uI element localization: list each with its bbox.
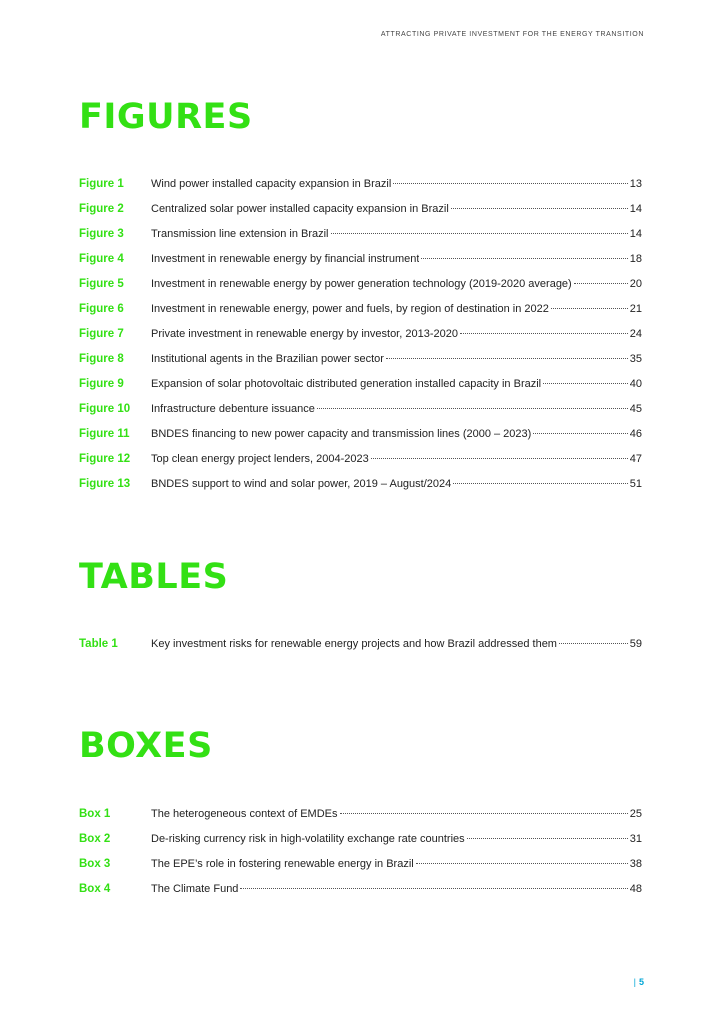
toc-entry-label: Figure 8 [79, 353, 124, 365]
dot-leader [240, 888, 627, 889]
tables-heading: TABLES [79, 557, 229, 597]
toc-entry-title: The heterogeneous context of EMDEs [151, 808, 338, 820]
toc-entry-label: Box 3 [79, 858, 111, 870]
toc-entry-title: Infrastructure debenture issuance [151, 403, 315, 415]
toc-entry-page-number: 51 [629, 478, 642, 490]
toc-entry-label: Figure 5 [79, 278, 124, 290]
toc-entry-page-number: 14 [629, 228, 642, 240]
dot-leader [371, 458, 628, 459]
figures-toc-entry[interactable] [79, 478, 642, 503]
toc-entry-page-number: 35 [629, 353, 642, 365]
toc-entry-title: BNDES financing to new power capacity and transmission lines (2000 – 2023) [151, 428, 532, 440]
dot-leader [451, 208, 628, 209]
page-number-value: 5 [638, 977, 644, 987]
toc-entry-label: Box 4 [79, 883, 111, 895]
toc-entry-page-number: 46 [629, 428, 642, 440]
tables-toc-entry[interactable] [79, 638, 642, 663]
toc-entry-label: Figure 4 [79, 253, 124, 265]
dot-leader [543, 383, 628, 384]
page-number [634, 977, 644, 987]
toc-entry-label: Box 2 [79, 833, 111, 845]
toc-entry-title: Investment in renewable energy by financial instrument [151, 253, 420, 265]
toc-entry-page-number: 18 [629, 253, 642, 265]
figures-toc-entry[interactable] [79, 303, 642, 328]
toc-entry-title: Transmission line extension in Brazil [151, 228, 329, 240]
figures-toc-entry[interactable] [79, 428, 642, 453]
page-number-separator: | [633, 977, 636, 987]
toc-entry-title: The Climate Fund [151, 883, 239, 895]
toc-entry-page-number: 21 [629, 303, 642, 315]
dot-leader [467, 838, 628, 839]
figures-toc-entry[interactable] [79, 178, 642, 203]
dot-leader [416, 863, 628, 864]
toc-entry-page-number: 40 [629, 378, 642, 390]
toc-entry-page-number: 13 [629, 178, 642, 190]
dot-leader [559, 643, 628, 644]
figures-toc-entry[interactable] [79, 403, 642, 428]
figures-list [79, 178, 642, 503]
dot-leader [551, 308, 628, 309]
figures-toc-entry[interactable] [79, 353, 642, 378]
tables-list [79, 638, 642, 663]
boxes-toc-entry[interactable] [79, 858, 642, 883]
toc-entry-label: Figure 12 [79, 453, 131, 465]
boxes-toc-entry[interactable] [79, 808, 642, 833]
dot-leader [317, 408, 628, 409]
toc-entry-label: Figure 11 [79, 428, 130, 440]
figures-toc-entry[interactable] [79, 453, 642, 478]
toc-entry-title: Institutional agents in the Brazilian power sector [151, 353, 384, 365]
toc-entry-label: Figure 2 [79, 203, 124, 215]
dot-leader [574, 283, 628, 284]
dot-leader [331, 233, 628, 234]
toc-entry-label: Figure 6 [79, 303, 124, 315]
figures-toc-entry[interactable] [79, 253, 642, 278]
toc-entry-title: Private investment in renewable energy by investor, 2013-2020 [151, 328, 458, 340]
toc-entry-title: BNDES support to wind and solar power, 2019 – August/2024 [151, 478, 452, 490]
dot-leader [421, 258, 627, 259]
toc-entry-title: Top clean energy project lenders, 2004-2023 [151, 453, 369, 465]
dot-leader [460, 333, 628, 334]
boxes-toc-entry[interactable] [79, 833, 642, 858]
toc-entry-label: Table 1 [79, 638, 118, 650]
toc-entry-page-number: 48 [629, 883, 642, 895]
toc-entry-page-number: 59 [629, 638, 642, 650]
boxes-heading: BOXES [79, 726, 213, 766]
dot-leader [533, 433, 627, 434]
toc-entry-label: Figure 3 [79, 228, 124, 240]
toc-entry-label: Figure 9 [79, 378, 124, 390]
boxes-toc-entry[interactable] [79, 883, 642, 908]
toc-entry-page-number: 38 [629, 858, 642, 870]
figures-heading: FIGURES [79, 97, 253, 137]
toc-entry-title: De-risking currency risk in high-volatility exchange rate countries [151, 833, 465, 845]
toc-entry-page-number: 14 [629, 203, 642, 215]
dot-leader [453, 483, 628, 484]
toc-entry-label: Figure 13 [79, 478, 131, 490]
toc-entry-title: Investment in renewable energy, power and fuels, by region of destination in 2022 [151, 303, 549, 315]
toc-entry-page-number: 25 [629, 808, 642, 820]
toc-entry-label: Figure 1 [79, 178, 124, 190]
toc-entry-title: The EPE’s role in fostering renewable energy in Brazil [151, 858, 414, 870]
toc-entry-title: Expansion of solar photovoltaic distributed generation installed capacity in Brazil [151, 378, 542, 390]
figures-toc-entry[interactable] [79, 203, 642, 228]
figures-toc-entry[interactable] [79, 228, 642, 253]
boxes-list [79, 808, 642, 908]
toc-entry-title: Wind power installed capacity expansion in Brazil [151, 178, 392, 190]
toc-entry-title: Investment in renewable energy by power generation technology (2019-2020 average) [151, 278, 572, 290]
figures-toc-entry[interactable] [79, 328, 642, 353]
toc-entry-title: Centralized solar power installed capacity expansion in Brazil [151, 203, 449, 215]
figures-toc-entry[interactable] [79, 278, 642, 303]
toc-entry-label: Figure 10 [79, 403, 131, 415]
dot-leader [340, 813, 628, 814]
toc-entry-page-number: 47 [629, 453, 642, 465]
toc-entry-page-number: 45 [629, 403, 642, 415]
toc-entry-page-number: 20 [629, 278, 642, 290]
toc-entry-page-number: 31 [629, 833, 642, 845]
toc-entry-title: Key investment risks for renewable energy projects and how Brazil addressed them [151, 638, 557, 650]
dot-leader [386, 358, 628, 359]
running-header: ATTRACTING PRIVATE INVESTMENT FOR THE ENERGY TRANSITION [380, 31, 644, 38]
figures-toc-entry[interactable] [79, 378, 642, 403]
toc-entry-label: Figure 7 [79, 328, 124, 340]
toc-entry-page-number: 24 [629, 328, 642, 340]
toc-entry-label: Box 1 [79, 808, 111, 820]
dot-leader [393, 183, 627, 184]
